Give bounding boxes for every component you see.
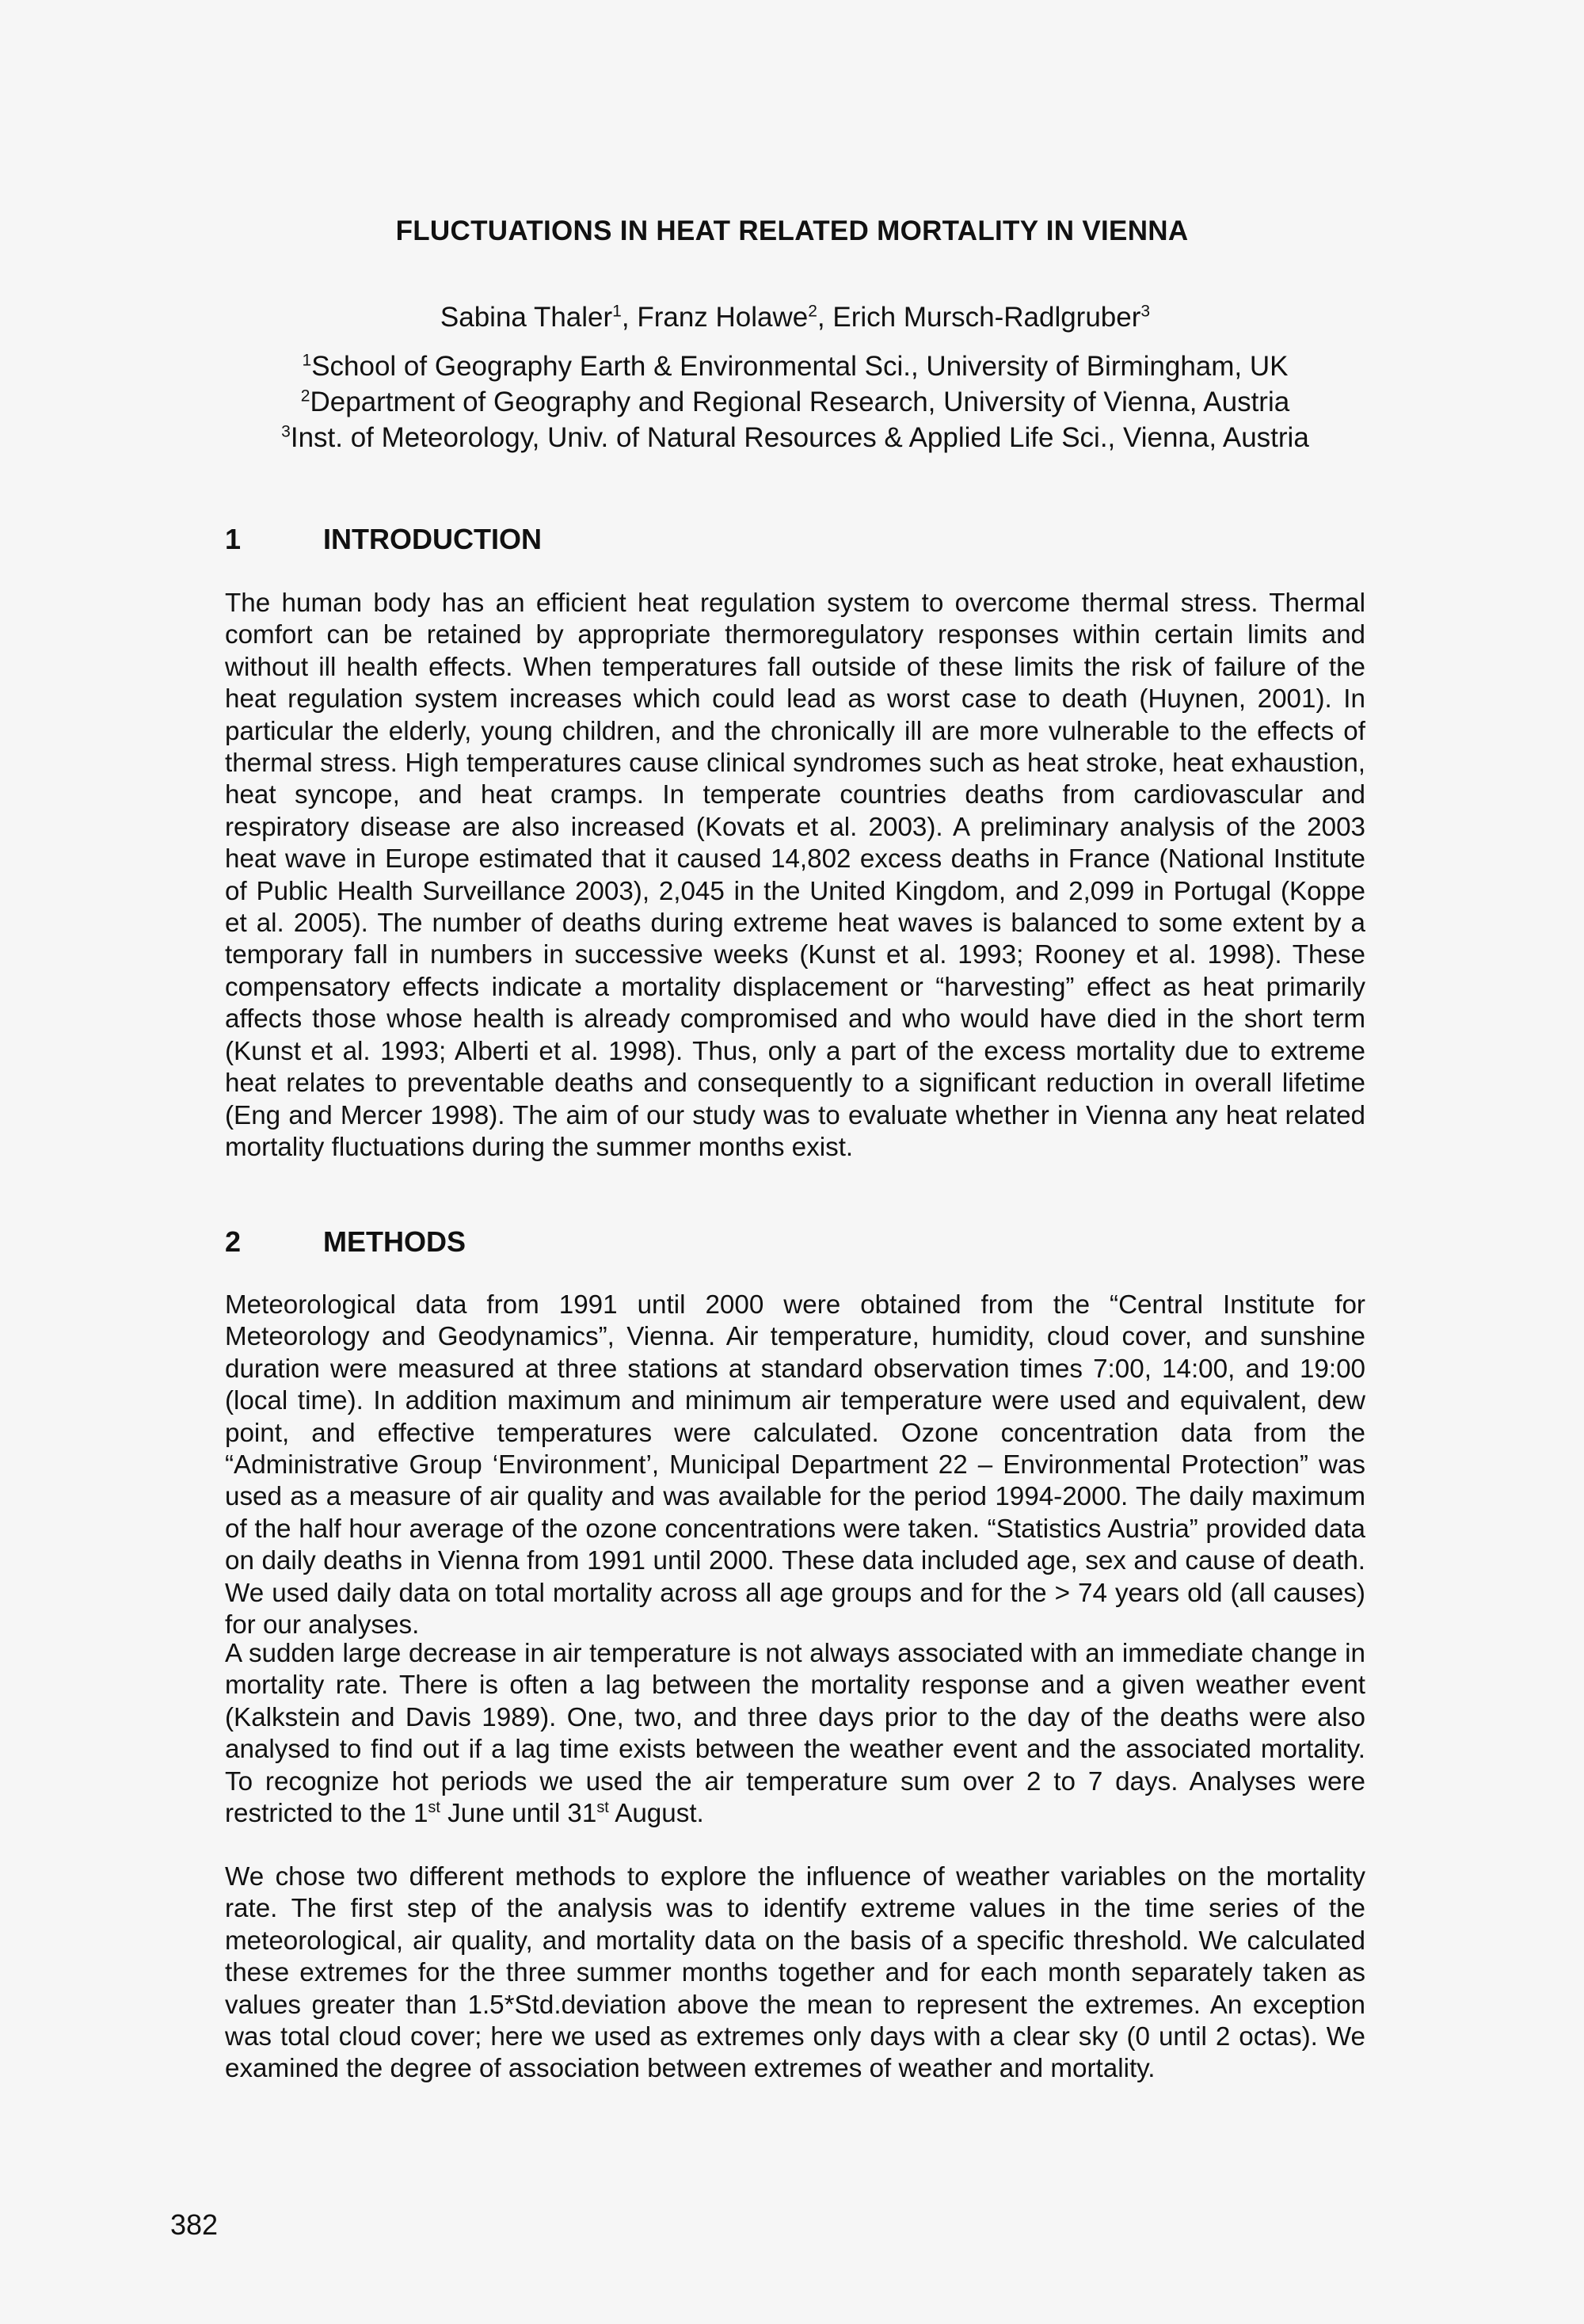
- section-heading-methods: [225, 1225, 466, 1259]
- paragraph-text: A sudden large decrease in air temperature is not always associated with an immediate change in mortality rate. There is often a lag between the mortality response and a given weather event (Kalkstein and Davis 1989). One, two, and three days prior to the day of the deaths were also analysed to find out if a lag time exists between the weather event and the associated mortality. To recognize hot periods we used the air temperature sum over 2 to 7 days. Analyses were restricted to the 1: [225, 1639, 1365, 1829]
- author-affiliation-mark: 3: [1140, 302, 1151, 321]
- author-block: [225, 299, 1365, 455]
- affiliation: [225, 349, 1365, 384]
- affiliation-mark: 3: [281, 422, 291, 441]
- paragraph-text: August.: [608, 1799, 704, 1829]
- section-number: 1: [225, 523, 242, 555]
- affiliation-mark: 1: [302, 351, 312, 370]
- affiliation-text: Department of Geography and Regional Research, University of Vienna, Austria: [310, 387, 1290, 417]
- affiliation-text: School of Geography Earth & Environmental Sci., University of Birmingham, UK: [311, 351, 1289, 382]
- methods-paragraph: We chose two different methods to explore the influence of weather variables on the mortality rate. The first step of the analysis was to identify extreme values in the time series of the meteorological, air quality, and mortality data on the basis of a specific threshold. We calculated these extremes for the three summer months together and for each month separately taken as values greater than 1.5*Std.deviation above the mean to represent the extremes. An exception was total cloud cover; here we used as extremes only days with a clear sky (0 until 2 octas). We examined the degree of association between extremes of weather and mortality.: [225, 1862, 1365, 2084]
- page-number: 382: [170, 2208, 219, 2241]
- section-number: 2: [225, 1225, 242, 1258]
- author-name: Sabina Thaler: [440, 302, 613, 333]
- section-heading-introduction: [225, 523, 542, 556]
- ordinal-suffix: st: [428, 1798, 440, 1816]
- methods-paragraph: Meteorological data from 1991 until 2000 were obtained from the “Central Institute for Meteorology and Geodynamics”, Vienna. Air temperature, humidity, cloud cover, and sunshine duration were measured at three stations at standard observation times 7:00, 14:00, and 19:00 (local time). In addition maximum and minimum air temperature were used and equivalent, dew point, and effective temperatures were calculated. Ozone concentration data from the “Administrative Group ‘Environment’, Municipal Department 22 – Environmental Protection” was used as a measure of air quality and was available for the period 1994-2000. The daily maximum of the half hour average of the ozone concentrations were taken. “Statistics Austria” provided data on daily deaths in Vienna from 1991 until 2000. These data included age, sex and cause of death. We used daily data on total mortality across all age groups and for the > 74 years old (all causes) for our analyses.: [225, 1290, 1365, 1640]
- affiliation-mark: 2: [300, 387, 310, 406]
- author-name: Franz Holawe: [637, 302, 809, 333]
- author-separator: ,: [621, 302, 638, 333]
- paper-title: FLUCTUATIONS IN HEAT RELATED MORTALITY IN VIENNA: [395, 215, 1189, 246]
- paragraph-text: June until 31: [440, 1799, 597, 1829]
- author-list: [225, 299, 1365, 335]
- author-name: Erich Mursch-Radlgruber: [832, 302, 1141, 333]
- methods-paragraph: [225, 1638, 1365, 1830]
- author-affiliation-mark: 1: [612, 302, 622, 321]
- section-title: METHODS: [323, 1225, 466, 1258]
- affiliation: [225, 384, 1365, 420]
- author-separator: ,: [817, 302, 833, 333]
- section-title: INTRODUCTION: [323, 523, 542, 555]
- introduction-paragraph: The human body has an efficient heat regulation system to overcome thermal stress. Thermal comfort can be retained by appropriate thermoregulatory responses within certain limits and without ill health effects. When temperatures fall outside of these limits the risk of failure of the heat regulation system increases which could lead as worst case to death (Huynen, 2001). In particular the elderly, young children, and the chronically ill are more vulnerable to the effects of thermal stress. High temperatures cause clinical syndromes such as heat stroke, heat exhaustion, heat syncope, and heat cramps. In temperate countries deaths from cardiovascular and respiratory disease are also increased (Kovats et al. 2003). A preliminary analysis of the 2003 heat wave in Europe estimated that it caused 14,802 excess deaths in France (National Institute of Public Health Surveillance 2003), 2,045 in the United Kingdom, and 2,099 in Portugal (Koppe et al. 2005). The number of deaths during extreme heat waves is balanced to some extent by a temporary fall in numbers in successive weeks (Kunst et al. 1993; Rooney et al. 1998). These compensatory effects indicate a mortality displacement or “harvesting” effect as heat primarily affects those whose health is already compromised and who would have died in the short term (Kunst et al. 1993; Alberti et al. 1998). Thus, only a part of the excess mortality due to extreme heat relates to preventable deaths and consequently to a significant reduction in overall lifetime (Eng and Mercer 1998). The aim of our study was to evaluate whether in Vienna any heat related mortality fluctuations during the summer months exist.: [225, 589, 1365, 1162]
- ordinal-suffix: st: [596, 1798, 609, 1816]
- affiliation-text: Inst. of Meteorology, Univ. of Natural Resources & Applied Life Sci., Vienna, Austria: [290, 422, 1309, 453]
- author-affiliation-mark: 2: [808, 302, 817, 321]
- affiliation: [225, 420, 1365, 455]
